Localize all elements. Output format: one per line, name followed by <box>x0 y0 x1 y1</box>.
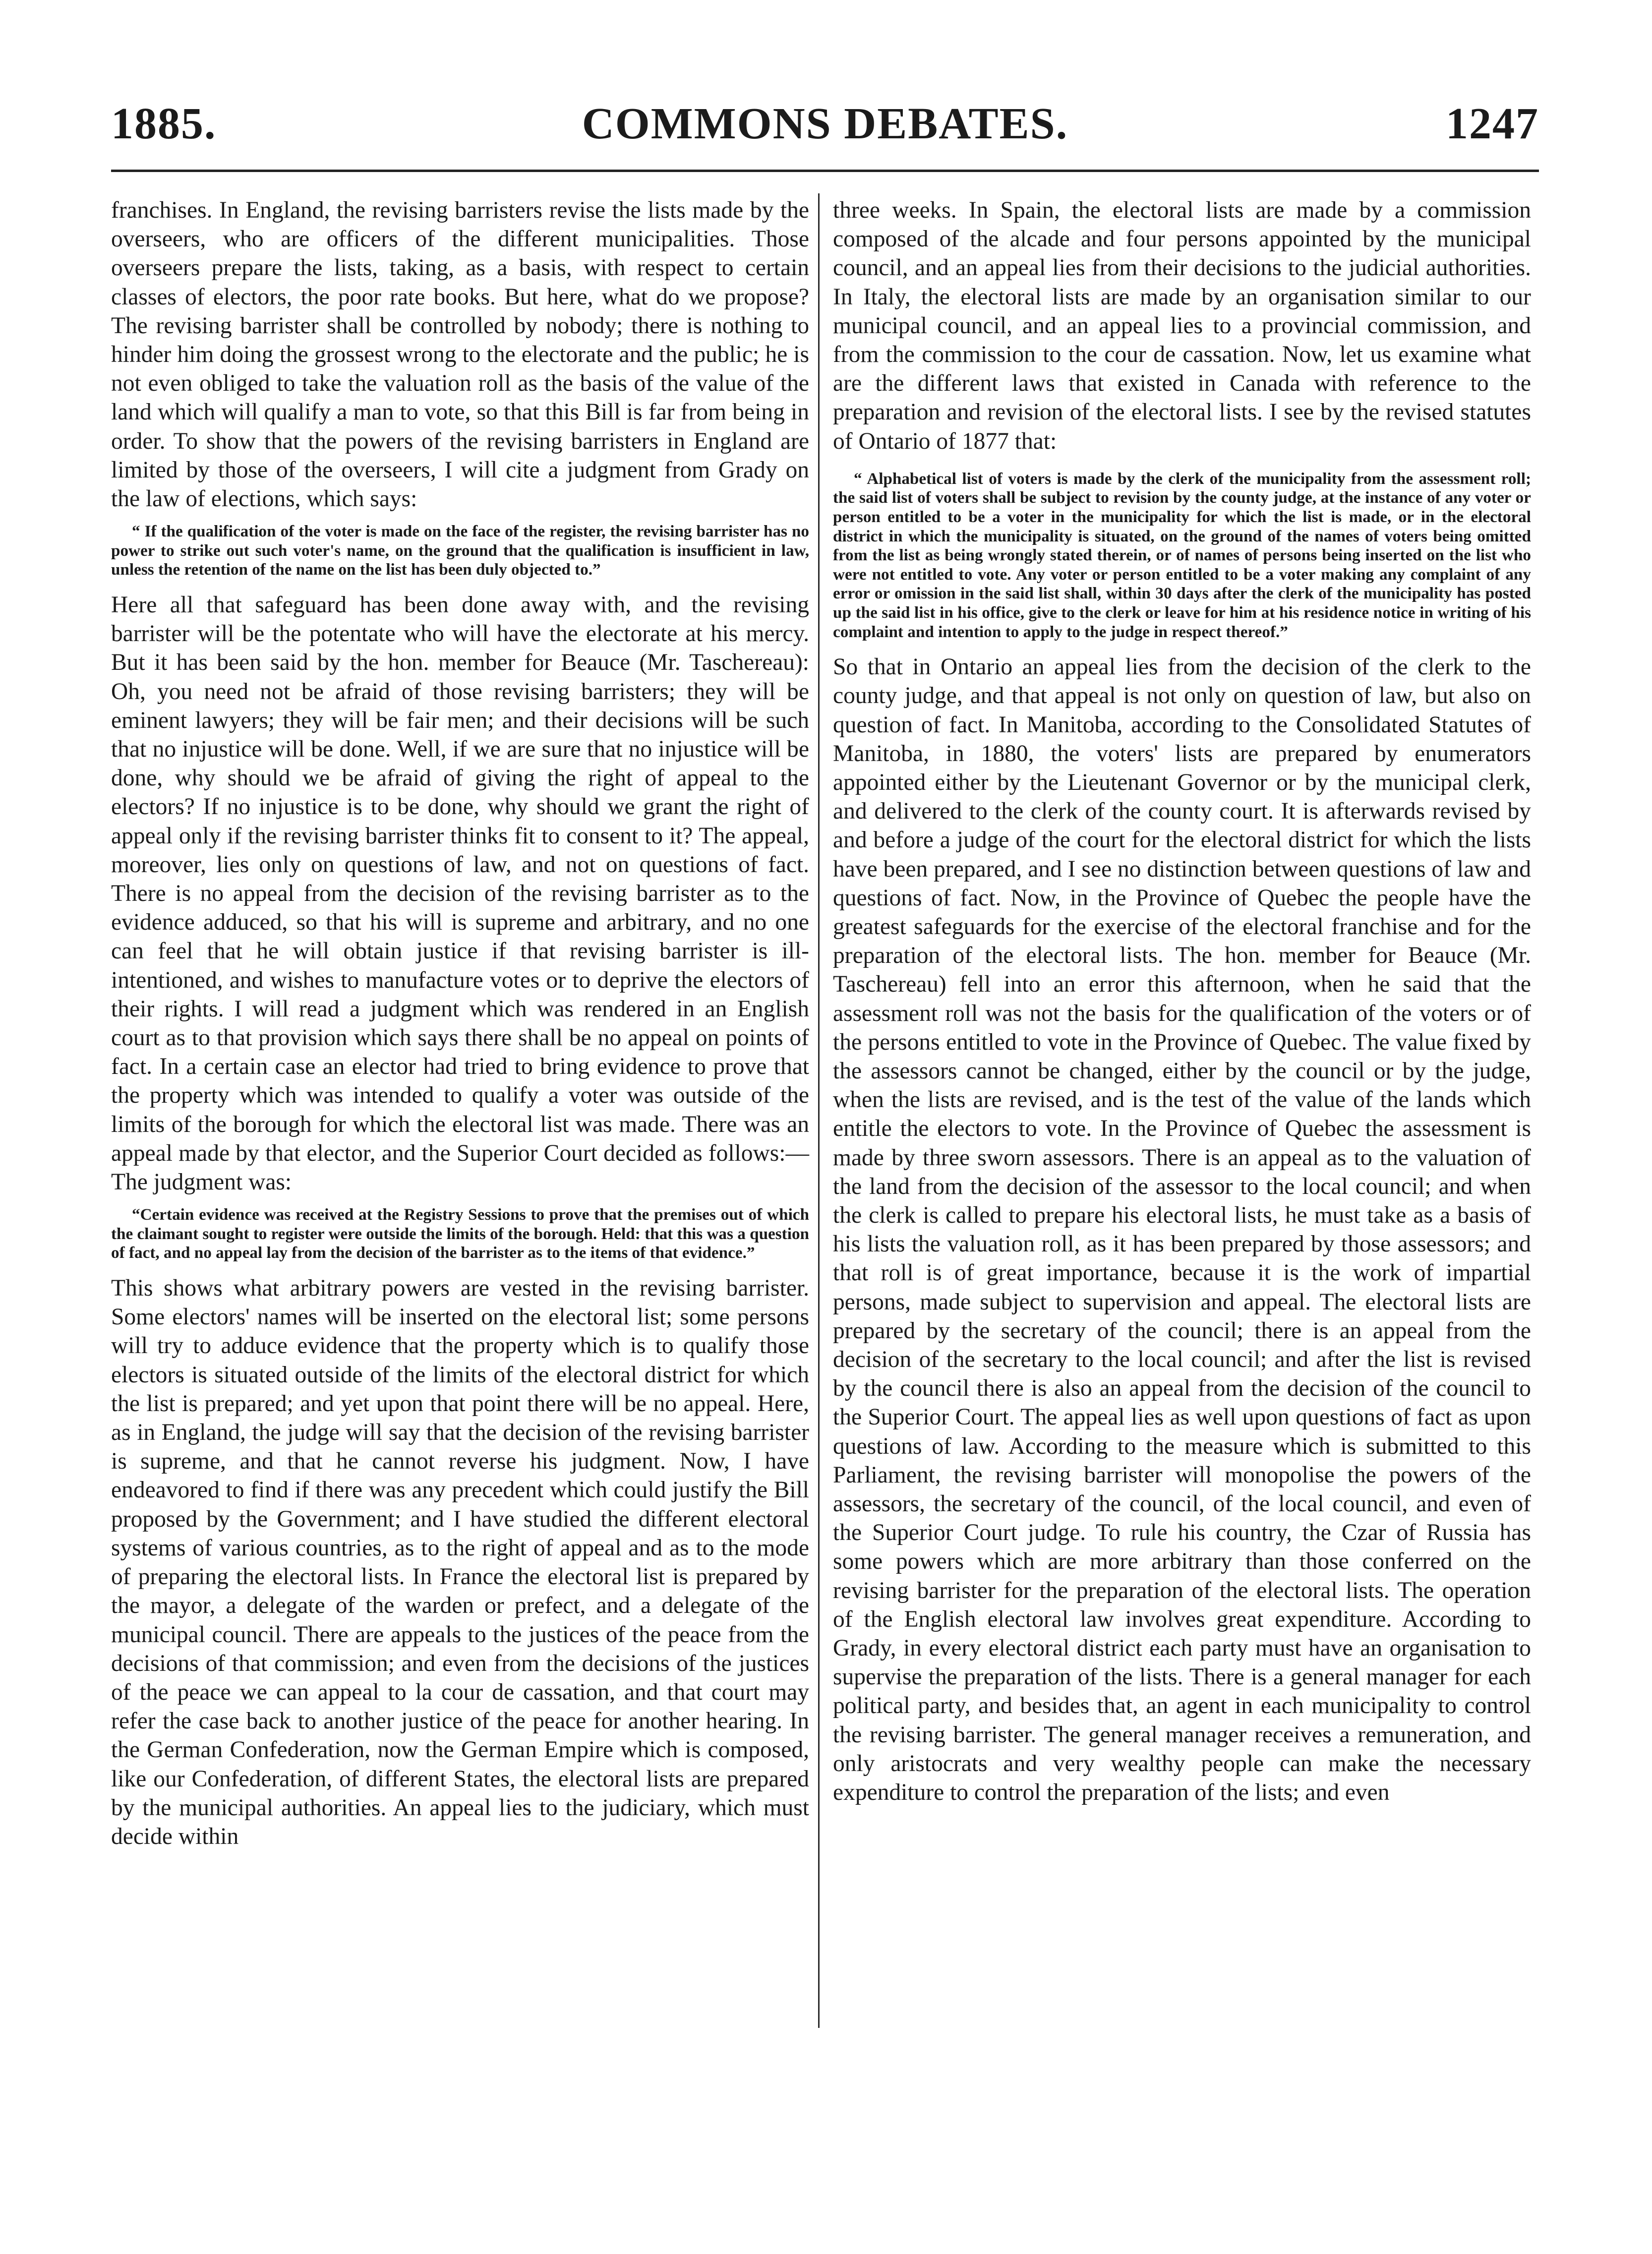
header-title: COMMONS DEBATES. <box>582 99 1068 148</box>
right-paragraph-2: So that in Ontario an appeal lies from the decision of the clerk to the county judge, and that appeal is not only on question of law, but also on question of fact. In Manitoba, according to the Consolidated Statutes of Manitoba, in 1880, the voters' lists are prepared by enumerators appointed either by the Lieutenant Governor or by the municipal clerk, and delivered to the clerk of the county court. It is afterwards revised by and before a judge of the court for the electoral district for which the lists have been prepared, and I see no distinction between questions of law and questions of fact. Now, in the Province of Quebec the people have the greatest safeguards for the exercise of the electoral franchise and for the preparation of the electoral lists. The hon. member for Beauce (Mr. Taschereau) fell into an error this afternoon, when he said that the assessment roll was not the basis for the qualification of the voters or of the persons entitled to vote in the Province of Quebec. The value fixed by the assessors cannot be changed, either by the council or by the judge, when the lists are revised, and is the test of the value of the lands which entitle the electors to vote. In the Province of Quebec the assessment is made by three sworn assessors. There is an appeal as to the valuation of the land from the decision of the assessor to the local council; and when the clerk is called to prepare his electoral lists, he must take as a basis of his lists the valuation roll, as it has been prepared by those assessors; and that roll is of great importance, because it is the work of impartial persons, made subject to supervision and appeal. The electoral lists are prepared by the secretary of the council; there is an appeal from the decision of the secretary to the local council; and after the list is revised by the council there is also an appeal from the decision of the council to the Superior Court. The appeal lies as well upon questions of fact as upon questions of law. According to the measure which is submitted to this Parliament, the revising barrister will monopolise the powers of the assessors, the secretary of the council, of the local council, and even of the Superior Court judge. To rule his country, the Czar of Russia has some powers which are more arbitrary than those conferred on the revising barrister for the preparation of the electoral lists. The operation of the English electoral law involves great expenditure. According to Grady, in every electoral district each party must have an organisation to supervise the preparation of the lists. There is a general manager for each political party, and besides that, an agent in each municipality to control the revising barrister. The general manager receives a remuneration, and only aristocrats and very wealthy people can make the necessary expenditure to control the preparation of the lists; and even <box>833 654 1531 1806</box>
left-paragraph-2: Here all that safeguard has been done away with, and the revising barrister will be the potentate who will have the electorate at his mercy. But it has been said by the hon. member for Beauce (Mr. Taschereau): Oh, you need not be afraid of those revising barristers; they will be eminent lawyers; they will be fair men; and their decisions will be such that no injustice will be done. Well, if we are sure that no injustice will be done, why should we be afraid of giving the right of appeal to the electors? If no injustice is to be done, why should we grant the right of appeal only if the revising barrister thinks fit to consent to it? The appeal, moreover, lies only on questions of law, and not on questions of fact. There is no appeal from the decision of the revising barrister as to the evidence adduced, so that his will is supreme and arbitrary, and no one can feel that he will obtain justice if that revising barrister is ill-intentioned, and wishes to manufacture votes or to deprive the electors of their rights. I will read a judgment which was rendered in an English court as to that provision which says there shall be no appeal on points of fact. In a certain case an elector had tried to bring evidence to prove that the property which was intended to qualify a voter was outside of the limits of the borough for which the electoral list was made. There was an appeal made by that elector, and the Superior Court decided as follows:—The judgment was: <box>111 592 809 1195</box>
right-paragraph-1: three weeks. In Spain, the electoral lists are made by a commission composed of the alcade and four persons appointed by the municipal council, and an appeal lies from their decisions to the judicial authorities. In Italy, the electoral lists are made by an organisation similar to our municipal council, and an appeal lies to a provincial commission, and from the commission to the cour de cassation. Now, let us examine what are the different laws that existed in Canada with reference to the preparation and revision of the electoral lists. I see by the revised statutes of Ontario of 1877 that: <box>833 197 1531 454</box>
left-column <box>111 196 809 1851</box>
left-quote-2: “Certain evidence was received at the Registry Sessions to prove that the premises out of which the claimant sought to register were outside the limits of the borough. Held: that this was a question of fact, and no appeal lay from the decision of the barrister as to the items of that evidence.” <box>111 1205 810 1262</box>
right-quote-1: “ Alphabetical list of voters is made by the clerk of the municipality from the assessment roll; the said list of voters shall be subject to revision by the county judge, at the instance of any voter or person entitled to be a voter in the municipality for which the list is made, or in the electoral district in which the municipality is situated, on the ground of the names of voters being omitted from the list as being wrongly stated therein, or of names of persons being inserted on the list who were not entitled to vote. Any voter or person entitled to be a voter making any complaint of any error or omission in the said list shall, within 30 days after the clerk of the municipality has posted up the said list in his office, give to the clerk or leave for him at his residence notice in writing of his complaint and intention to apply to the judge in respect thereof.” <box>833 469 1531 641</box>
header-page-number: 1247 <box>1446 99 1539 148</box>
header-year: 1885. <box>111 99 217 148</box>
page-header <box>111 94 1539 169</box>
right-column <box>833 196 1531 1807</box>
left-quote-1: “ If the qualification of the voter is made on the face of the register, the revising barrister has no power to strike out such voter's name, on the ground that the qualification is insufficient in law, unless the retention of the name on the list has been duly objected to.” <box>111 522 809 579</box>
column-divider <box>818 193 820 2028</box>
left-paragraph-1: franchises. In England, the revising barristers revise the lists made by the overseers, who are officers of the different municipalities. Those overseers prepare the lists, taking, as a basis, with respect to certain classes of electors, the poor rate books. But here, what do we propose? The revising barrister shall be controlled by nobody; there is nothing to hinder him doing the grossest wrong to the electorate and the public; he is not even obliged to take the valuation roll as the basis of the value of the land which will qualify a man to vote, so that this Bill is far from being in order. To show that the powers of the revising barristers in England are limited by those of the overseers, I will cite a judgment from Grady on the law of elections, which says: <box>111 197 809 512</box>
header-rule <box>111 170 1539 172</box>
left-paragraph-3: This shows what arbitrary powers are vested in the revising barrister. Some electors' names will be inserted on the electoral list; some persons will try to adduce evidence that the property which is to qualify those electors is situated outside of the limits of the electoral district for which the list is prepared; and yet upon that point there will be no appeal. Here, as in England, the judge will say that the decision of the revising barrister is supreme, and that he cannot reverse his judgment. Now, I have endeavored to find if there was any precedent which could justify the Bill proposed by the Government; and I have studied the different electoral systems of various countries, as to the right of appeal and as to the mode of preparing the electoral lists. In France the electoral list is prepared by the mayor, a delegate of the warden or prefect, and a delegate of the municipal council. There are appeals to the justices of the peace from the decisions of that commission; and even from the decisions of the justices of the peace we can appeal to la cour de cassation, and that court may refer the case back to another justice of the peace for another hearing. In the German Confederation, now the German Empire which is composed, like our Confederation, of different States, the electoral lists are prepared by the municipal authorities. An appeal lies to the judiciary, which must decide within <box>111 1275 809 1849</box>
